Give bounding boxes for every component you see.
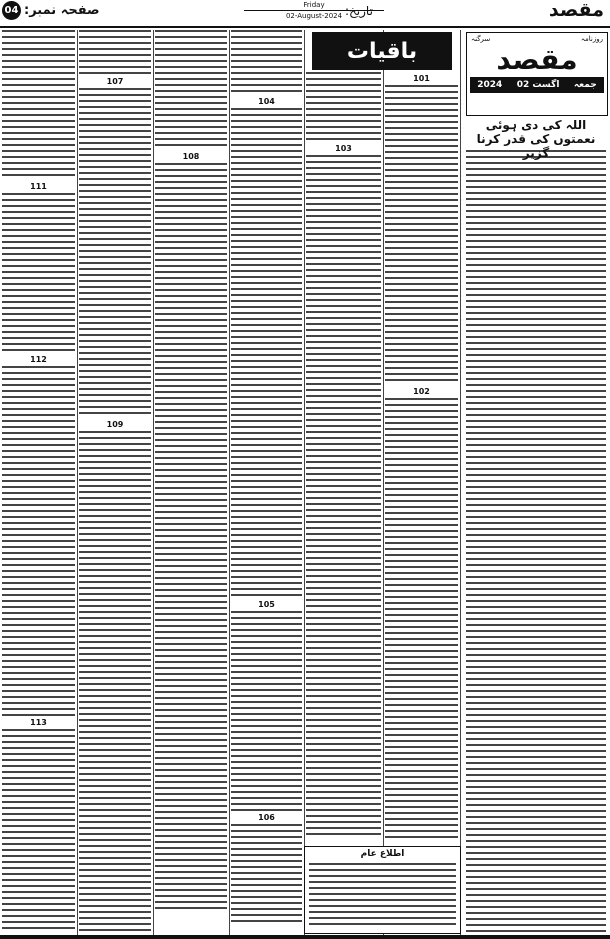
- article-number: 104: [231, 95, 302, 108]
- article-text: [306, 72, 381, 142]
- masthead-logo: مقصد: [496, 43, 578, 76]
- article-text: [2, 193, 75, 353]
- column-rule: [229, 30, 230, 935]
- column-rule: [304, 30, 305, 935]
- notice-title: اطلاع عام: [360, 849, 405, 859]
- article-text: [231, 824, 302, 924]
- masthead-day-month: 02 اگست: [516, 80, 560, 90]
- masthead-weekday: جمعہ: [573, 80, 597, 90]
- top-bar: [0, 0, 610, 28]
- article-column: [79, 30, 151, 933]
- article-text: [2, 366, 75, 716]
- article-text: [231, 108, 302, 598]
- article-text: [155, 30, 227, 150]
- lead-headline: اللہ کی دی ہوئی نعمتوں کی قدر کرنا گزیر: [476, 118, 596, 160]
- article-number: 101: [385, 72, 458, 85]
- article-text: [79, 431, 151, 931]
- masthead-editor: سرگنہ: [471, 35, 491, 43]
- article-text: [385, 398, 458, 842]
- article-text: [79, 30, 151, 75]
- article-column: [2, 30, 75, 933]
- article-text: [466, 150, 606, 933]
- notice-text: [309, 863, 456, 929]
- newspaper-logo: مقصد: [548, 0, 604, 21]
- column-rule: [383, 30, 384, 935]
- date-label: تاریخ:: [345, 4, 373, 18]
- page-number-label: صفحہ نمبر:: [24, 3, 100, 18]
- article-number: 107: [79, 75, 151, 88]
- column-rule: [153, 30, 154, 935]
- article-number: 103: [306, 142, 381, 155]
- section-title: باقیات: [312, 32, 452, 70]
- masthead-year: 2024: [477, 80, 503, 90]
- article-number: 111: [2, 180, 75, 193]
- article-column: [155, 30, 227, 933]
- column-rule: [460, 30, 461, 935]
- masthead-daily: روزنامہ: [580, 35, 603, 43]
- bottom-rule: [0, 935, 610, 939]
- article-text: [385, 85, 458, 385]
- article-number: 106: [231, 811, 302, 824]
- column-rule: [77, 30, 78, 935]
- page-number-block: [2, 1, 100, 20]
- article-column: [385, 72, 458, 842]
- article-text: [231, 30, 302, 95]
- article-text: [231, 611, 302, 811]
- article-number: 113: [2, 716, 75, 729]
- masthead: [466, 32, 608, 116]
- day-text: Friday: [303, 1, 325, 9]
- article-text: [2, 30, 75, 180]
- article-text: [306, 155, 381, 835]
- article-number: 105: [231, 598, 302, 611]
- page-number-badge: 04: [2, 1, 21, 20]
- lead-article-text: [466, 150, 606, 933]
- article-column: [306, 72, 381, 842]
- article-text: [79, 88, 151, 418]
- date-text: 02-August-2024: [244, 10, 384, 21]
- article-text: [155, 163, 227, 913]
- article-number: 112: [2, 353, 75, 366]
- masthead-date: [470, 77, 604, 93]
- article-number: 102: [385, 385, 458, 398]
- article-number: 109: [79, 418, 151, 431]
- public-notice-box: [304, 846, 461, 934]
- article-column: [231, 30, 302, 933]
- article-text: [2, 729, 75, 929]
- article-number: 108: [155, 150, 227, 163]
